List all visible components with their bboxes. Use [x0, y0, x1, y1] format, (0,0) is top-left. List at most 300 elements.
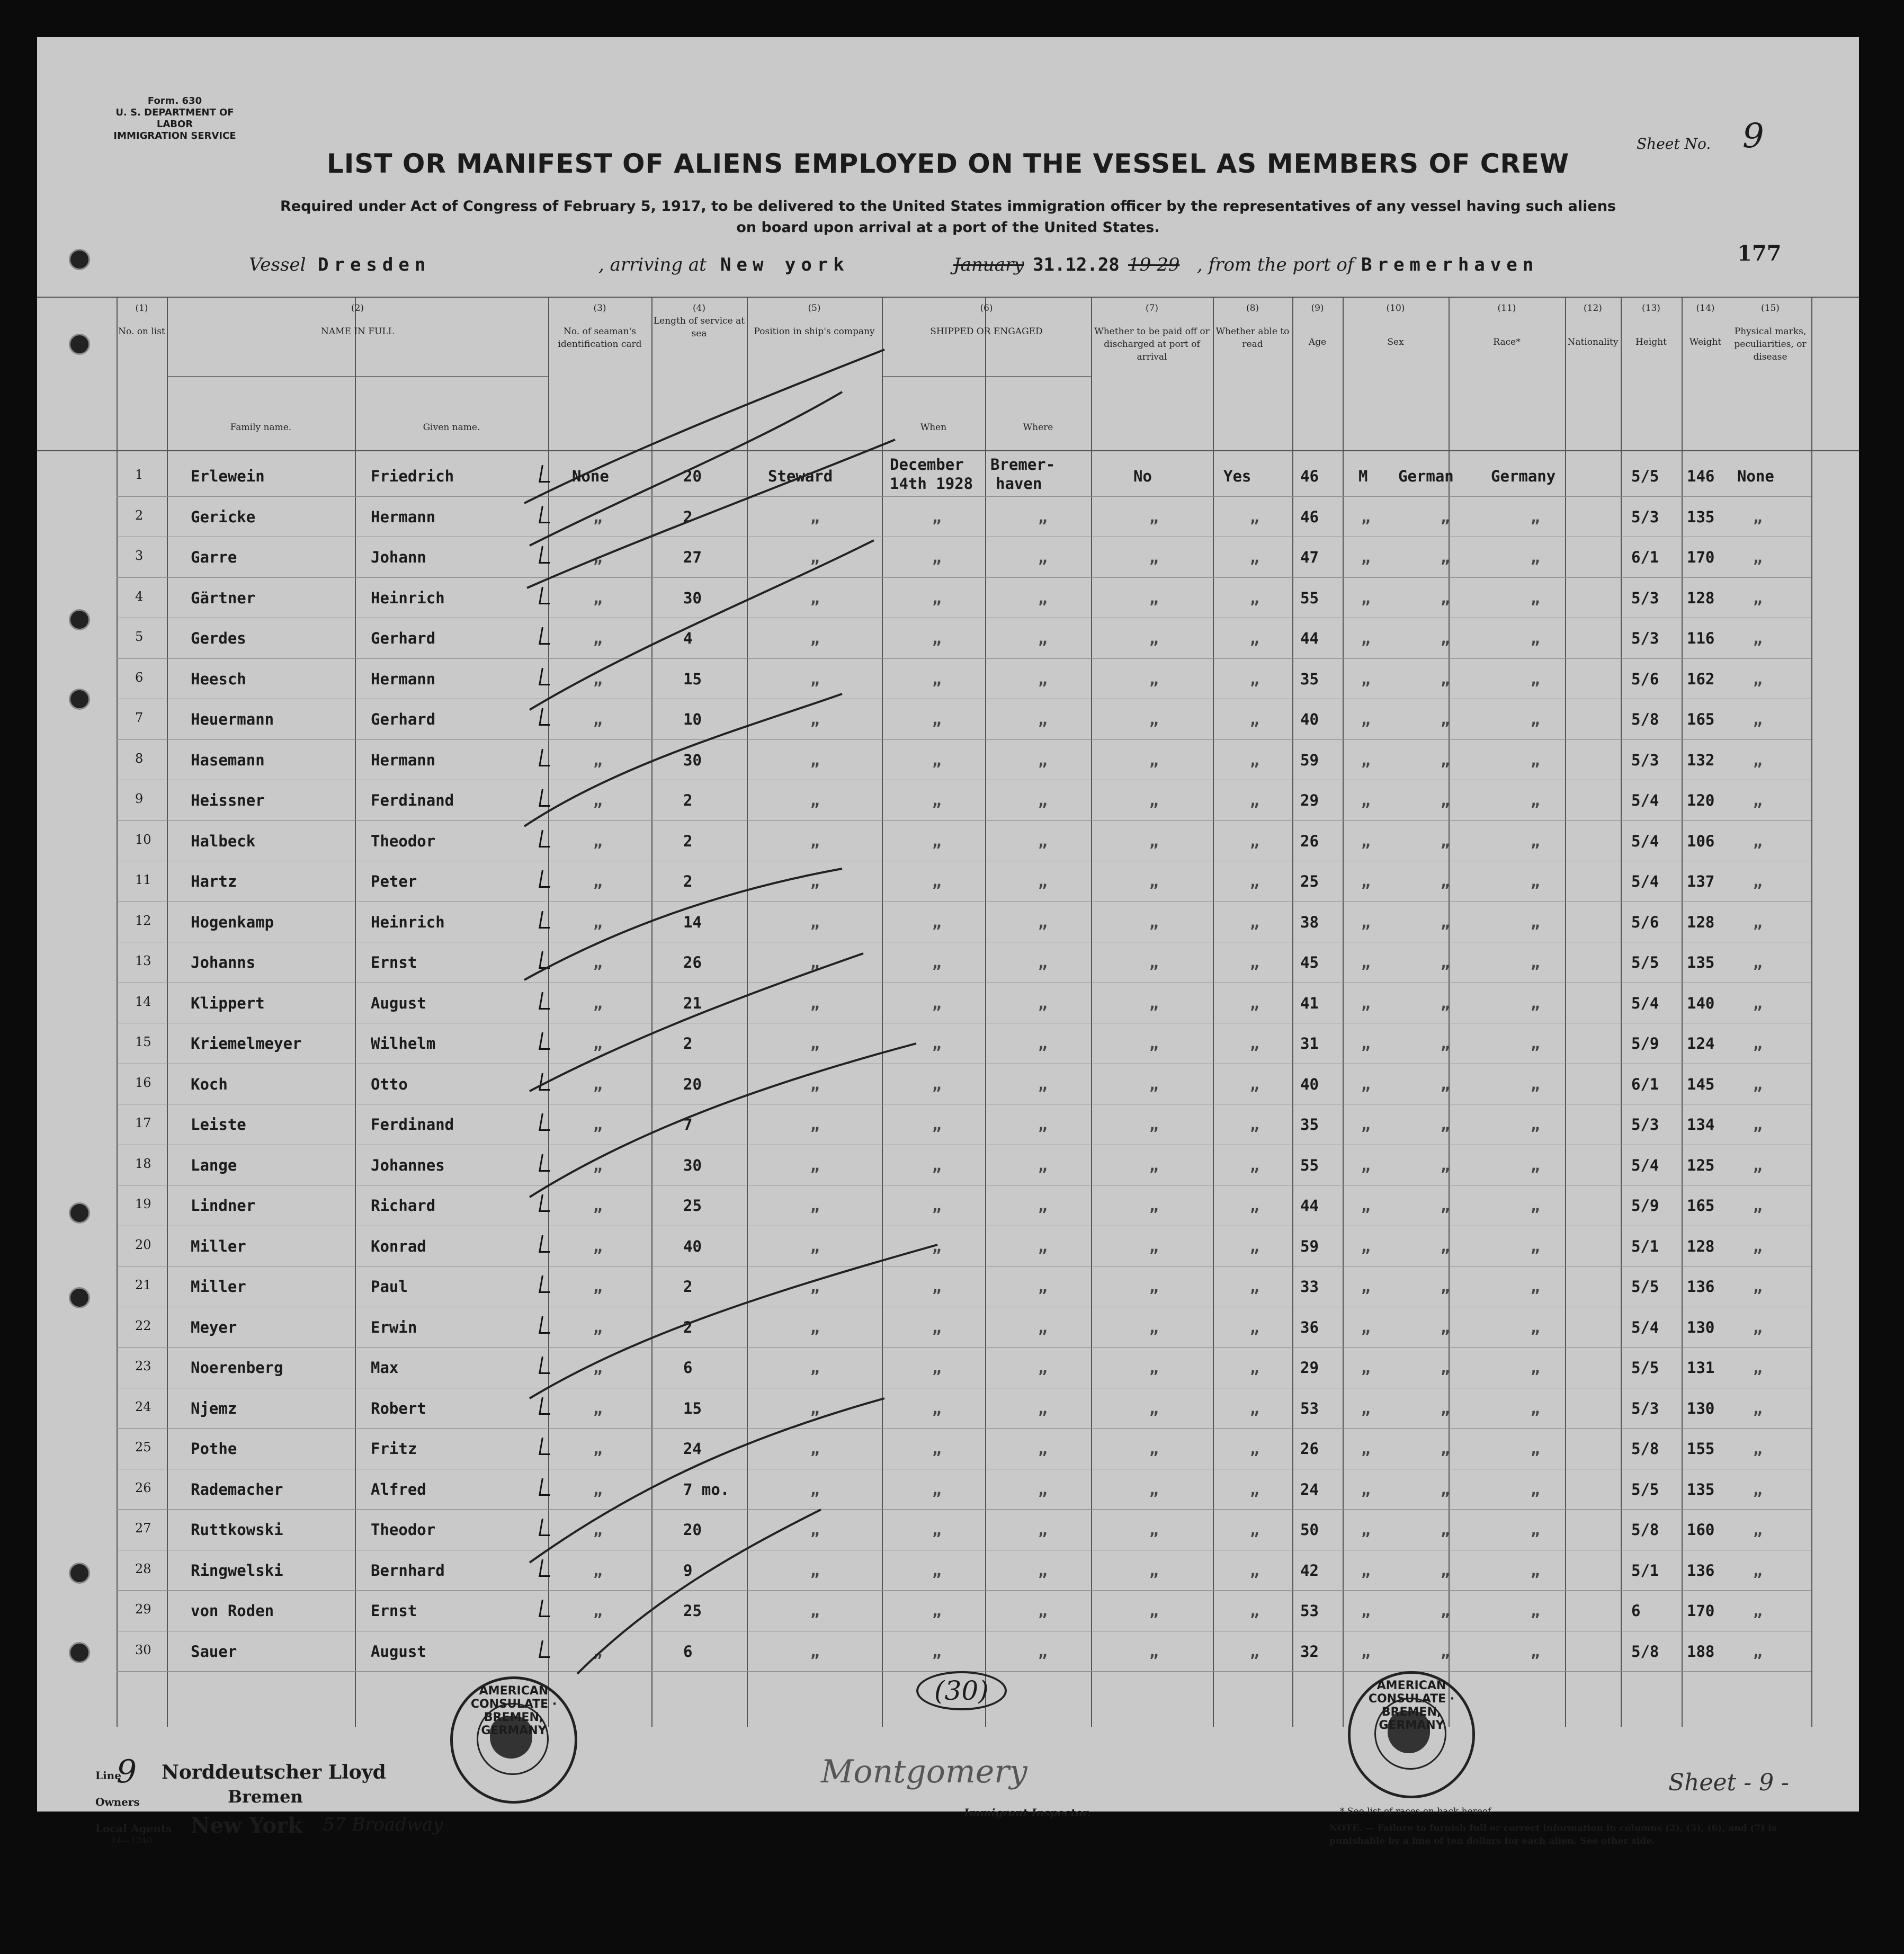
- service-length: 9: [683, 1561, 693, 1580]
- age: 47: [1300, 548, 1319, 566]
- race: „: [1441, 1116, 1450, 1134]
- nationality: „: [1531, 1075, 1540, 1093]
- height: 5/4: [1631, 832, 1659, 850]
- nationality: „: [1531, 1197, 1540, 1215]
- height: 6/1: [1631, 1075, 1659, 1093]
- given-name: Theodor: [371, 832, 436, 850]
- height: 6: [1631, 1602, 1641, 1620]
- service-length: 40: [683, 1237, 702, 1255]
- position: „: [810, 1521, 820, 1539]
- able-to-read: „: [1250, 913, 1259, 931]
- id-card: „: [593, 832, 603, 850]
- physical-marks: „: [1753, 1237, 1763, 1255]
- service-length: 25: [683, 1197, 702, 1215]
- weight: 135: [1687, 953, 1715, 971]
- height: 5/9: [1631, 1034, 1659, 1052]
- able-to-read: „: [1250, 1561, 1259, 1580]
- paid-off: „: [1149, 1359, 1159, 1377]
- shipped-where: „: [1038, 588, 1048, 607]
- able-to-read: „: [1250, 791, 1259, 809]
- height: 5/6: [1631, 913, 1659, 931]
- nationality: „: [1531, 1561, 1540, 1580]
- physical-marks: „: [1753, 670, 1763, 688]
- service-length: 2: [683, 1034, 693, 1052]
- physical-marks: „: [1753, 507, 1763, 526]
- paid-off: „: [1149, 751, 1159, 769]
- age: 26: [1300, 1440, 1319, 1458]
- age: 40: [1300, 1075, 1319, 1093]
- physical-marks: „: [1753, 1602, 1763, 1620]
- age: 46: [1300, 507, 1319, 526]
- row-number: 3: [135, 548, 144, 563]
- able-to-read: „: [1250, 548, 1259, 566]
- family-name: Pothe: [191, 1440, 237, 1458]
- able-to-read: „: [1250, 1237, 1259, 1255]
- service-length: 10: [683, 710, 702, 728]
- shipped-where: „: [1038, 751, 1048, 769]
- nationality: „: [1531, 953, 1540, 971]
- age: 44: [1300, 1197, 1319, 1215]
- height: 6/1: [1631, 548, 1659, 566]
- sex: „: [1361, 710, 1371, 728]
- row-number: 10: [135, 832, 151, 847]
- family-name: Gerdes: [191, 629, 246, 647]
- position: „: [810, 1075, 820, 1093]
- race: „: [1441, 994, 1450, 1012]
- id-card: „: [593, 1237, 603, 1255]
- paid-off: „: [1149, 1156, 1159, 1174]
- height: 5/3: [1631, 588, 1659, 607]
- weight: 135: [1687, 507, 1715, 526]
- from-label: , from the port of: [1197, 254, 1354, 275]
- id-card: „: [593, 1197, 603, 1215]
- id-card: „: [593, 1602, 603, 1620]
- punch-hole: [69, 1563, 90, 1584]
- sex: „: [1361, 1156, 1371, 1174]
- height: 5/8: [1631, 1521, 1659, 1539]
- nationality: „: [1531, 507, 1540, 526]
- nationality: „: [1531, 670, 1540, 688]
- sex: „: [1361, 1197, 1371, 1215]
- header-height: (13) Height: [1635, 303, 1667, 347]
- row-number: 21: [135, 1278, 151, 1292]
- shipped-where: „: [1038, 710, 1048, 728]
- position: „: [810, 1156, 820, 1174]
- row-number: 30: [135, 1642, 151, 1657]
- physical-marks: „: [1753, 1440, 1763, 1458]
- shipped-when: „: [932, 872, 942, 890]
- punch-hole: [69, 1202, 90, 1224]
- physical-marks: „: [1753, 1561, 1763, 1580]
- position: „: [810, 1278, 820, 1296]
- agents-label: Local Agents: [95, 1822, 172, 1835]
- shipped-when: 14th 1928: [890, 475, 973, 493]
- stroke: [530, 1245, 937, 1398]
- race: „: [1441, 548, 1450, 566]
- header-weight: (14) Weight: [1689, 303, 1722, 347]
- race: „: [1441, 1034, 1450, 1052]
- row-number: 12: [135, 913, 151, 928]
- shipped-when: „: [932, 548, 942, 566]
- id-card: „: [593, 1521, 603, 1539]
- weight: 170: [1687, 1602, 1715, 1620]
- id-card: „: [593, 710, 603, 728]
- family-name: Ringwelski: [191, 1561, 283, 1580]
- nationality: „: [1531, 1602, 1540, 1620]
- given-name: Ernst: [371, 953, 417, 971]
- nationality: „: [1531, 1318, 1540, 1336]
- id-card: „: [593, 994, 603, 1012]
- rule: [37, 450, 1859, 451]
- service-length: 7 mo.: [683, 1480, 730, 1498]
- shipped-when: „: [932, 791, 942, 809]
- able-to-read: „: [1250, 1156, 1259, 1174]
- given-name: Alfred: [371, 1480, 426, 1498]
- age: 38: [1300, 913, 1319, 931]
- paid-off: „: [1149, 1116, 1159, 1134]
- position: „: [810, 1602, 820, 1620]
- punch-hole: [69, 249, 90, 270]
- sex: „: [1361, 1359, 1371, 1377]
- service: IMMIGRATION SERVICE: [113, 130, 236, 141]
- given-name: Gerhard: [371, 710, 436, 728]
- age: 59: [1300, 751, 1319, 769]
- able-to-read: „: [1250, 1278, 1259, 1296]
- shipped-when: „: [932, 1440, 942, 1458]
- race: „: [1441, 1521, 1450, 1539]
- physical-marks: „: [1753, 629, 1763, 647]
- row-number: 1: [135, 467, 144, 482]
- row-number: 17: [135, 1116, 151, 1130]
- shipped-where: „: [1038, 670, 1048, 688]
- stroke: [577, 1510, 821, 1674]
- service-length: 15: [683, 1399, 702, 1417]
- department: U. S. DEPARTMENT OF LABOR: [115, 107, 234, 130]
- shipped-where: „: [1038, 1521, 1048, 1539]
- id-card: „: [593, 1440, 603, 1458]
- able-to-read: „: [1250, 710, 1259, 728]
- consulate-seal-right: [1348, 1671, 1475, 1798]
- row-number: 8: [135, 751, 144, 766]
- height: 5/4: [1631, 791, 1659, 809]
- id-card: None: [572, 467, 609, 485]
- shipped-when: „: [932, 1197, 942, 1215]
- family-name: Miller: [191, 1237, 246, 1255]
- family-name: Heesch: [191, 670, 246, 688]
- rule: [882, 376, 1091, 377]
- able-to-read: „: [1250, 1197, 1259, 1215]
- shipped-where: „: [1038, 1359, 1048, 1377]
- service-length: 2: [683, 1318, 693, 1336]
- paid-off: „: [1149, 872, 1159, 890]
- physical-marks: „: [1753, 1075, 1763, 1093]
- age: 29: [1300, 791, 1319, 809]
- able-to-read: „: [1250, 832, 1259, 850]
- given-name: Gerhard: [371, 629, 436, 647]
- row-number: 22: [135, 1318, 151, 1333]
- vessel-label: Vessel: [249, 254, 306, 275]
- position: „: [810, 670, 820, 688]
- weight: 162: [1687, 670, 1715, 688]
- shipped-when: „: [932, 1278, 942, 1296]
- owners-label: Owners: [95, 1796, 140, 1808]
- nationality: „: [1531, 1521, 1540, 1539]
- given-name: Konrad: [371, 1237, 426, 1255]
- weight: 136: [1687, 1561, 1715, 1580]
- position: „: [810, 1237, 820, 1255]
- subtitle-line-1: Required under Act of Congress of February 5, 1917, to be delivered to the United States immigration officer by the representatives of any vessel having such aliens: [280, 198, 1616, 215]
- sex: „: [1361, 832, 1371, 850]
- service-length: 27: [683, 548, 702, 566]
- shipped-when: „: [932, 751, 942, 769]
- paid-off: „: [1149, 994, 1159, 1012]
- height: 5/4: [1631, 1156, 1659, 1174]
- service-length: 25: [683, 1602, 702, 1620]
- id-card: „: [593, 670, 603, 688]
- nationality: „: [1531, 832, 1540, 850]
- header-family-name: Family name.: [230, 422, 292, 433]
- id-card: „: [593, 791, 603, 809]
- sex: „: [1361, 629, 1371, 647]
- row-number: 5: [135, 629, 144, 644]
- given-name: Richard: [371, 1197, 436, 1215]
- height: 5/6: [1631, 670, 1659, 688]
- nationality: „: [1531, 1278, 1540, 1296]
- family-name: Leiste: [191, 1116, 246, 1134]
- paid-off: „: [1149, 791, 1159, 809]
- given-name: Wilhelm: [371, 1034, 436, 1052]
- given-name: Erwin: [371, 1318, 417, 1336]
- position: „: [810, 629, 820, 647]
- header-service-length: (4) Length of service at sea: [653, 303, 745, 339]
- race: „: [1441, 791, 1450, 809]
- sex: „: [1361, 1561, 1371, 1580]
- weight: 124: [1687, 1034, 1715, 1052]
- header-shipped: (6) SHIPPED OR ENGAGED: [930, 303, 1043, 337]
- handwritten-count: 9: [117, 1753, 137, 1790]
- row-number: 23: [135, 1359, 151, 1373]
- departure-port: Bremerhaven: [1361, 254, 1539, 275]
- shipped-where: „: [1038, 1318, 1048, 1336]
- sex: „: [1361, 1602, 1371, 1620]
- able-to-read: „: [1250, 1521, 1259, 1539]
- sex: „: [1361, 1399, 1371, 1417]
- paid-off: „: [1149, 548, 1159, 566]
- position: „: [810, 588, 820, 607]
- shipped-where: „: [1038, 1075, 1048, 1093]
- family-name: Kriemelmeyer: [191, 1034, 302, 1052]
- weight: 165: [1687, 1197, 1715, 1215]
- able-to-read: „: [1250, 751, 1259, 769]
- paid-off: „: [1149, 1318, 1159, 1336]
- page-number: 177: [1737, 241, 1782, 266]
- header-race: (11) Race*: [1493, 303, 1521, 347]
- sex: „: [1361, 670, 1371, 688]
- weight: 106: [1687, 832, 1715, 850]
- row-number: 20: [135, 1237, 151, 1252]
- paid-off: „: [1149, 1521, 1159, 1539]
- weight: 145: [1687, 1075, 1715, 1093]
- nationality: „: [1531, 994, 1540, 1012]
- agents-address: 57 Broadway: [323, 1814, 443, 1835]
- shipped-where: „: [1038, 1561, 1048, 1580]
- age: 44: [1300, 629, 1319, 647]
- able-to-read: „: [1250, 1602, 1259, 1620]
- race: „: [1441, 913, 1450, 931]
- height: 5/4: [1631, 872, 1659, 890]
- height: 5/3: [1631, 1116, 1659, 1134]
- paid-off: „: [1149, 670, 1159, 688]
- race: „: [1441, 1642, 1450, 1661]
- position: „: [810, 791, 820, 809]
- height: 5/3: [1631, 629, 1659, 647]
- race-note: * See list of races on back hereof.: [1340, 1806, 1494, 1817]
- sex: „: [1361, 1521, 1371, 1539]
- race: „: [1441, 872, 1450, 890]
- position: „: [810, 1116, 820, 1134]
- age: 55: [1300, 588, 1319, 607]
- header-read: (8) Whether able to read: [1215, 303, 1290, 350]
- family-name: Klippert: [191, 994, 265, 1012]
- nationality: „: [1531, 1156, 1540, 1174]
- arriving-label: , arriving at: [598, 254, 707, 275]
- shipped-when: „: [932, 710, 942, 728]
- sex: „: [1361, 791, 1371, 809]
- paid-off: „: [1149, 1602, 1159, 1620]
- shipped-when: „: [932, 1399, 942, 1417]
- service-length: 7: [683, 1116, 693, 1134]
- service-length: 2: [683, 872, 693, 890]
- weight: 128: [1687, 913, 1715, 931]
- shipped-where: „: [1038, 1642, 1048, 1661]
- physical-marks: „: [1753, 1116, 1763, 1134]
- family-name: Meyer: [191, 1318, 237, 1336]
- paid-off: „: [1149, 1561, 1159, 1580]
- family-name: Gericke: [191, 507, 256, 526]
- position: „: [810, 1642, 820, 1661]
- id-card: „: [593, 872, 603, 890]
- row-number: 25: [135, 1440, 151, 1455]
- able-to-read: „: [1250, 1480, 1259, 1498]
- shipped-where: „: [1038, 1116, 1048, 1134]
- position: „: [810, 507, 820, 526]
- physical-marks: „: [1753, 751, 1763, 769]
- row-number: 7: [135, 710, 144, 725]
- weight: 130: [1687, 1399, 1715, 1417]
- able-to-read: „: [1250, 1440, 1259, 1458]
- height: 5/5: [1631, 467, 1659, 485]
- paid-off: „: [1149, 1197, 1159, 1215]
- given-name: Robert: [371, 1399, 426, 1417]
- nationality: „: [1531, 1237, 1540, 1255]
- form-code: 14—1240: [111, 1835, 153, 1845]
- given-name: Ferdinand: [371, 791, 454, 809]
- physical-marks: „: [1753, 1359, 1763, 1377]
- id-card: „: [593, 1116, 603, 1134]
- service-length: 6: [683, 1642, 693, 1661]
- sex: „: [1361, 507, 1371, 526]
- race: „: [1441, 1075, 1450, 1093]
- row-number: 16: [135, 1075, 151, 1090]
- able-to-read: „: [1250, 1034, 1259, 1052]
- shipped-where: „: [1038, 548, 1048, 566]
- family-name: Noerenberg: [191, 1359, 283, 1377]
- age: 31: [1300, 1034, 1319, 1052]
- nationality: „: [1531, 1642, 1540, 1661]
- height: 5/3: [1631, 1399, 1659, 1417]
- paid-off: „: [1149, 913, 1159, 931]
- height: 5/5: [1631, 1480, 1659, 1498]
- shipped-when: „: [932, 1359, 942, 1377]
- nationality: „: [1531, 548, 1540, 566]
- family-name: Gärtner: [191, 588, 256, 607]
- id-card: „: [593, 629, 603, 647]
- height: 5/9: [1631, 1197, 1659, 1215]
- weight: 128: [1687, 588, 1715, 607]
- race: German: [1398, 467, 1454, 485]
- weight: 170: [1687, 548, 1715, 566]
- position: „: [810, 872, 820, 890]
- age: 41: [1300, 994, 1319, 1012]
- age: 35: [1300, 670, 1319, 688]
- id-card: „: [593, 913, 603, 931]
- header-nationality: (12) Nationality: [1567, 303, 1619, 347]
- able-to-read: „: [1250, 1318, 1259, 1336]
- service-length: 14: [683, 913, 702, 931]
- position: „: [810, 1034, 820, 1052]
- row-number: 26: [135, 1480, 151, 1495]
- sex: „: [1361, 751, 1371, 769]
- height: 5/1: [1631, 1237, 1659, 1255]
- given-name: August: [371, 1642, 426, 1661]
- shipped-when: „: [932, 1156, 942, 1174]
- arrival-port: New york: [720, 254, 850, 275]
- sex: „: [1361, 548, 1371, 566]
- row-number: 4: [135, 588, 144, 604]
- race: „: [1441, 1480, 1450, 1498]
- sex: „: [1361, 1480, 1371, 1498]
- age: 45: [1300, 953, 1319, 971]
- physical-marks: „: [1753, 588, 1763, 607]
- service-length: 21: [683, 994, 702, 1012]
- sex: „: [1361, 1642, 1371, 1661]
- shipped-when: „: [932, 1602, 942, 1620]
- header-no: (1) No. on list: [118, 303, 165, 337]
- nationality: „: [1531, 913, 1540, 931]
- shipped-when: „: [932, 994, 942, 1012]
- seal-text: AMERICAN CONSULATE · BREMEN, GERMANY: [470, 1684, 557, 1737]
- seal-text: AMERICAN CONSULATE · BREMEN, GERMANY: [1368, 1679, 1455, 1732]
- given-name: Fritz: [371, 1440, 417, 1458]
- sex: „: [1361, 588, 1371, 607]
- shipped-when: „: [932, 1561, 942, 1580]
- weight: 134: [1687, 1116, 1715, 1134]
- id-card: „: [593, 751, 603, 769]
- position: „: [810, 1359, 820, 1377]
- shipped-where: „: [1038, 1480, 1048, 1498]
- age: 42: [1300, 1561, 1319, 1580]
- family-name: Sauer: [191, 1642, 237, 1661]
- service-length: 2: [683, 791, 693, 809]
- family-name: Ruttkowski: [191, 1521, 283, 1539]
- position: „: [810, 1399, 820, 1417]
- able-to-read: „: [1250, 1116, 1259, 1134]
- given-name: Max: [371, 1359, 399, 1377]
- shipped-where: „: [1038, 872, 1048, 890]
- service-length: 20: [683, 467, 702, 485]
- nationality: „: [1531, 1034, 1540, 1052]
- height: 5/4: [1631, 1318, 1659, 1336]
